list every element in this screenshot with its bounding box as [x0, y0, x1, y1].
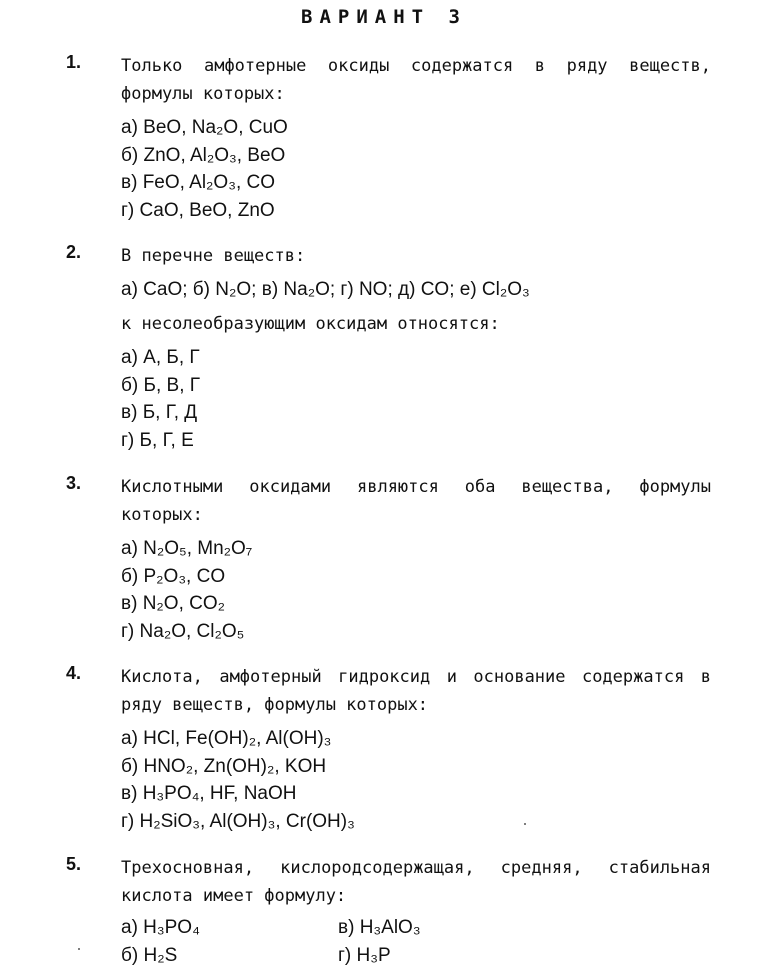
question-4: [0, 663, 768, 835]
answer-option[interactable]: б) Б, В, Г: [121, 374, 201, 396]
scan-speck: [524, 823, 526, 825]
question-5: [0, 854, 768, 970]
answer-option[interactable]: в) N₂O, CO₂: [121, 593, 226, 614]
answer-option[interactable]: а) BeO, Na₂O, CuO: [121, 117, 288, 138]
answer-option[interactable]: г) H₂SiO₃, Al(OH)₃, Cr(OH)₃: [121, 810, 355, 832]
answer-options: [0, 344, 768, 454]
substance-list: а) CaO; б) N₂O; в) Na₂O; г) NO; д) CO; е) Cl₂O₃: [121, 279, 530, 300]
answer-option[interactable]: в) Б, Г, Д: [121, 402, 198, 423]
answer-option[interactable]: г) Б, Г, Е: [121, 429, 194, 451]
answer-option[interactable]: в) H₃PO₄, HF, NaOH: [121, 783, 297, 804]
answer-options: [0, 114, 768, 224]
answer-option[interactable]: а) H₃PO₄: [121, 917, 200, 938]
question-number: 5.: [66, 854, 82, 874]
answer-option[interactable]: б) HNO₂, Zn(OH)₂, KOH: [121, 755, 327, 777]
answer-option[interactable]: в) H₃AlO₃: [338, 917, 421, 938]
question-text: Трехосновная, кислородсодержащая, средняя, стабильная кислота имеет формулу:: [121, 858, 711, 906]
question-number: 3.: [66, 473, 82, 493]
answer-option[interactable]: а) N₂O₅, Mn₂O₇: [121, 538, 253, 559]
question-text: Кислота, амфотерный гидроксид и основание содержатся в ряду веществ, формулы которых:: [121, 667, 711, 715]
answer-options: [0, 535, 768, 645]
answer-option[interactable]: г) CaO, BeO, ZnO: [121, 199, 275, 221]
question-2: [0, 242, 768, 454]
question-1: [0, 52, 768, 224]
answer-option[interactable]: б) P₂O₃, CO: [121, 565, 226, 587]
question-number: 2.: [66, 242, 82, 262]
question-3: [0, 473, 768, 645]
answer-option[interactable]: г) Na₂O, Cl₂O₅: [121, 620, 245, 642]
answer-option[interactable]: г) H₃P: [338, 945, 391, 966]
question-number: 4.: [66, 663, 82, 683]
question-number: 1.: [66, 52, 82, 72]
question-text: В перечне веществ:: [121, 246, 306, 266]
page-title: ВАРИАНТ 3: [301, 6, 467, 28]
answer-option[interactable]: б) H₂S: [121, 945, 178, 966]
answer-option[interactable]: а) HCl, Fe(OH)₂, Al(OH)₃: [121, 728, 332, 749]
question-text-continued: к несолеобразующим оксидам относятся:: [121, 314, 500, 334]
answer-option[interactable]: а) А, Б, Г: [121, 347, 200, 368]
answer-option[interactable]: в) FeO, Al₂O₃, CO: [121, 172, 276, 193]
question-text: Кислотными оксидами являются оба вещества, формулы которых:: [121, 477, 711, 525]
answer-options: [0, 725, 768, 835]
scan-speck: [78, 948, 80, 950]
answer-options: [0, 914, 768, 970]
answer-option[interactable]: б) ZnO, Al₂O₃, BeO: [121, 144, 286, 166]
question-text: Только амфотерные оксиды содержатся в ряду веществ, формулы которых:: [121, 56, 711, 104]
